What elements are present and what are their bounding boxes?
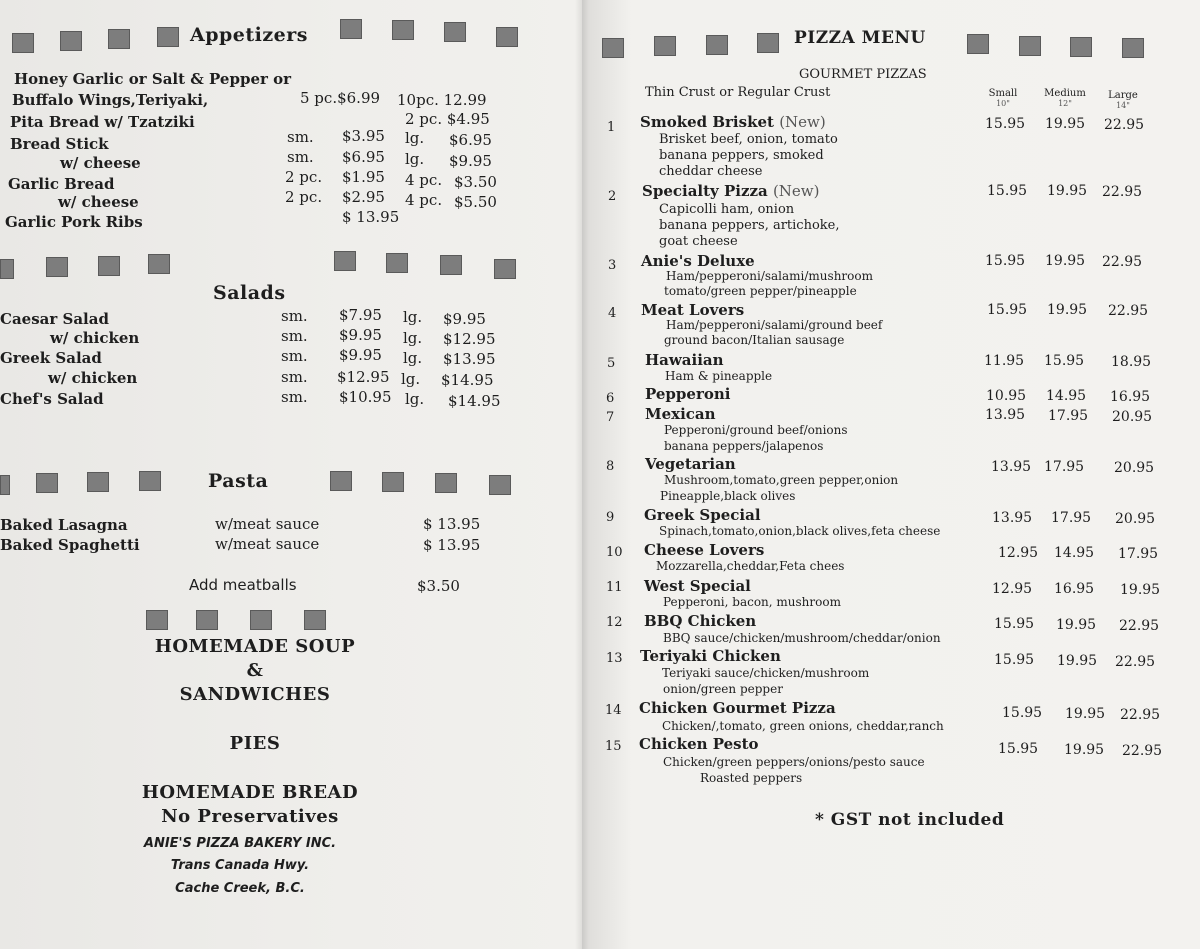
appetizer-name: w/ cheese (58, 193, 139, 211)
size-large: lg. (403, 349, 423, 367)
price-medium: 14.95 (1046, 388, 1087, 404)
size-small: sm. (281, 327, 308, 345)
size-large: 4 pc. (405, 171, 443, 189)
pizza-desc: Chicken/green peppers/onions/pesto sauce (663, 755, 925, 769)
size-label: Small (988, 88, 1018, 99)
pizza-desc: goat cheese (659, 234, 738, 249)
size-small: sm. (287, 128, 314, 146)
price-large: $14.95 (448, 392, 501, 410)
size-small: sm. (287, 148, 314, 166)
pizza-number: 14 (605, 703, 622, 718)
price-medium: 19.95 (1065, 706, 1106, 722)
price-small: 15.95 (985, 116, 1026, 132)
decor-square (304, 610, 326, 630)
price-medium: 19.95 (1045, 253, 1086, 269)
pizza-number: 11 (606, 580, 623, 595)
price-medium: 19.95 (1045, 116, 1086, 132)
size-header-medium (1037, 88, 1093, 108)
price-small: $7.95 (339, 306, 382, 324)
price-small: 13.95 (985, 407, 1026, 423)
pizza-name: Greek Special (644, 506, 761, 524)
pizza-name-text: Smoked Brisket (640, 113, 774, 131)
decor-square (12, 33, 34, 53)
new-tag: (New) (772, 182, 820, 200)
pizza-number: 8 (606, 459, 615, 474)
price-small: 15.95 (994, 616, 1035, 632)
pasta-title: Pasta (208, 470, 269, 492)
ribs-price: $ 13.95 (342, 208, 400, 226)
salad-name: w/ chicken (48, 369, 138, 387)
crust-options: Thin Crust or Regular Crust (645, 85, 831, 100)
pizza-number: 4 (608, 306, 617, 321)
pizza-number: 3 (608, 258, 617, 273)
pizza-number: 10 (606, 545, 623, 560)
price-small: $1.95 (342, 168, 385, 186)
pizza-desc: ground bacon/Italian sausage (664, 333, 845, 347)
decor-square (440, 255, 462, 275)
price-small: 13.95 (991, 459, 1032, 475)
pizza-name-text: Specialty Pizza (642, 182, 768, 200)
price-medium: 19.95 (1056, 617, 1097, 633)
price-small: 15.95 (987, 183, 1028, 199)
gourmet-pizzas-heading: GOURMET PIZZAS (799, 67, 927, 82)
price-large: $6.95 (449, 131, 492, 149)
add-meatballs: Add meatballs (189, 576, 297, 594)
price-small: 12.95 (992, 581, 1033, 597)
price-small: $9.95 (339, 346, 382, 364)
decor-square (60, 31, 82, 51)
decor-square (706, 35, 728, 55)
wings-line-1: Honey Garlic or Salt & Pepper or (14, 70, 292, 88)
price-small: 15.95 (985, 253, 1026, 269)
salad-name: Greek Salad (0, 349, 102, 367)
price-small: $12.95 (337, 368, 390, 386)
size-inch: 12" (1058, 99, 1072, 108)
pizza-desc: Brisket beef, onion, tomato (659, 132, 838, 147)
pasta-price: $ 13.95 (423, 515, 481, 533)
size-label: Large (1108, 90, 1138, 101)
size-small: 2 pc. (285, 168, 323, 186)
pizza-desc: BBQ sauce/chicken/mushroom/cheddar/onion (663, 631, 941, 645)
decor-square (489, 475, 511, 495)
pizza-name: Teriyaki Chicken (640, 647, 781, 665)
size-inch: 10" (996, 99, 1010, 108)
pizza-desc: banana peppers, smoked (659, 148, 824, 163)
price-large: 19.95 (1120, 582, 1161, 598)
price-large: 22.95 (1120, 707, 1161, 723)
appetizer-name: Garlic Bread (8, 175, 115, 193)
price-medium: 17.95 (1051, 510, 1092, 526)
price-small: 10.95 (986, 388, 1027, 404)
pasta-sauce: w/meat sauce (215, 515, 320, 533)
pizza-desc: Ham/pepperoni/salami/mushroom (666, 269, 873, 283)
pizza-name: West Special (644, 577, 751, 595)
pizza-desc: banana peppers/jalapenos (664, 439, 824, 453)
price-large: 22.95 (1119, 618, 1160, 634)
pizza-desc: Roasted peppers (700, 771, 803, 785)
price-large: $9.95 (449, 152, 492, 170)
price-small: 15.95 (998, 741, 1039, 757)
pizza-desc: onion/green pepper (663, 682, 783, 696)
pizza-desc: banana peppers, artichoke, (659, 218, 840, 233)
gst-note: * GST not included (815, 810, 1005, 830)
price-small: 15.95 (1002, 705, 1043, 721)
size-small: sm. (281, 307, 308, 325)
price-medium: 19.95 (1047, 183, 1088, 199)
price-medium: 17.95 (1044, 459, 1085, 475)
pizza-number: 5 (607, 356, 616, 371)
right-page (582, 0, 1200, 949)
pizza-desc: Spinach,tomato,onion,black olives,feta cheese (659, 524, 941, 538)
decor-square (108, 29, 130, 49)
pasta-name: Baked Spaghetti (0, 536, 140, 554)
price-small: 12.95 (998, 545, 1039, 561)
pizza-desc: Mushroom,tomato,green pepper,onion (664, 473, 899, 487)
price-medium: 15.95 (1044, 353, 1085, 369)
price-medium: 14.95 (1054, 545, 1095, 561)
price-medium: 17.95 (1048, 408, 1089, 424)
decor-square (0, 259, 14, 279)
pasta-name: Baked Lasagna (0, 516, 128, 534)
pizza-name (642, 182, 820, 200)
pizza-name: Cheese Lovers (644, 541, 765, 559)
address-line-1: Trans Canada Hwy. (170, 858, 310, 873)
meatballs-price: $3.50 (417, 577, 460, 595)
pizza-desc: Mozzarella,cheddar,Feta chees (656, 559, 845, 573)
pizza-number: 12 (606, 615, 623, 630)
decor-square (139, 471, 161, 491)
size-small: sm. (281, 388, 308, 406)
pizza-name: Mexican (645, 405, 716, 423)
price-large: 18.95 (1111, 354, 1152, 370)
price-large: 20.95 (1114, 460, 1155, 476)
homemade-bread: HOMEMADE BREAD (141, 782, 359, 803)
decor-square (494, 259, 516, 279)
wings-5pc-price: 5 pc.$6.99 (300, 89, 381, 107)
pasta-sauce: w/meat sauce (215, 535, 320, 553)
pasta-price: $ 13.95 (423, 536, 481, 554)
price-small: 11.95 (984, 353, 1025, 369)
price-small: $9.95 (339, 326, 382, 344)
pizza-number: 1 (607, 120, 616, 135)
homemade-soup: HOMEMADE SOUP (154, 636, 356, 657)
pizza-desc: Ham/pepperoni/salami/ground beef (666, 318, 883, 332)
price-large: 22.95 (1108, 303, 1149, 319)
price-small: $6.95 (342, 148, 385, 166)
pizza-desc: Pepperoni, bacon, mushroom (663, 595, 841, 609)
decor-square (1019, 36, 1041, 56)
decor-square (87, 472, 109, 492)
new-tag: (New) (779, 113, 826, 131)
pita-price: 2 pc. $4.95 (405, 110, 490, 128)
pizza-number: 15 (605, 739, 622, 754)
size-large: lg. (405, 129, 425, 147)
price-large: $3.50 (454, 173, 497, 191)
decor-square (444, 22, 466, 42)
size-header-large (1100, 90, 1146, 110)
decor-square (382, 472, 404, 492)
page-fold (575, 0, 589, 949)
salads-title: Salads (213, 282, 286, 304)
price-small: $10.95 (339, 388, 392, 406)
price-large: $13.95 (443, 350, 496, 368)
pizza-desc: cheddar cheese (659, 164, 763, 179)
appetizer-name: w/ cheese (60, 154, 141, 172)
appetizer-name: Bread Stick (10, 135, 109, 153)
size-large: lg. (403, 329, 423, 347)
price-large: 22.95 (1104, 117, 1145, 133)
pizza-name: Hawaiian (645, 351, 724, 369)
decor-square (496, 27, 518, 47)
appetizers-title: Appetizers (190, 24, 308, 46)
no-preservatives: No Preservatives (161, 806, 339, 827)
size-large: lg. (405, 390, 425, 408)
wings-10pc-price: 10pc. 12.99 (397, 91, 487, 109)
sandwiches: SANDWICHES (179, 684, 331, 705)
pies: PIES (229, 733, 281, 754)
left-page (0, 0, 582, 949)
size-inch: 14" (1116, 101, 1130, 110)
decor-square (146, 610, 168, 630)
price-small: 13.95 (992, 510, 1033, 526)
price-large: 16.95 (1110, 389, 1151, 405)
size-large: 4 pc. (405, 191, 443, 209)
pizza-number: 6 (606, 391, 615, 406)
size-large: lg. (401, 370, 421, 388)
price-medium: 19.95 (1047, 302, 1088, 318)
price-medium: 16.95 (1054, 581, 1095, 597)
size-label: Medium (1044, 88, 1086, 99)
decor-square (98, 256, 120, 276)
decor-square (602, 38, 624, 58)
price-large: $14.95 (441, 371, 494, 389)
price-small: $3.95 (342, 127, 385, 145)
size-large: lg. (403, 308, 423, 326)
pizza-desc: Pepperoni/ground beef/onions (664, 423, 848, 437)
price-small: 15.95 (994, 652, 1035, 668)
size-small: sm. (281, 368, 308, 386)
price-large: $9.95 (443, 310, 486, 328)
ampersand: & (246, 660, 264, 681)
pizza-number: 13 (606, 651, 623, 666)
price-medium: 19.95 (1064, 742, 1105, 758)
pizza-desc: Teriyaki sauce/chicken/mushroom (662, 666, 870, 680)
price-large: $5.50 (454, 193, 497, 211)
pizza-name: Pepperoni (645, 385, 731, 403)
decor-square (1070, 37, 1092, 57)
price-large: 20.95 (1112, 409, 1153, 425)
price-large: 20.95 (1115, 511, 1156, 527)
pizza-desc: Capicolli ham, onion (659, 202, 795, 217)
decor-square (157, 27, 179, 47)
size-large: lg. (405, 150, 425, 168)
price-medium: 19.95 (1057, 653, 1098, 669)
price-large: $12.95 (443, 330, 496, 348)
garlic-pork-ribs: Garlic Pork Ribs (5, 213, 143, 231)
pizza-number: 9 (606, 510, 615, 525)
salad-name: Chef's Salad (0, 390, 104, 408)
pizza-number: 2 (608, 189, 617, 204)
price-large: 22.95 (1102, 254, 1143, 270)
pizza-name: Chicken Gourmet Pizza (639, 699, 836, 717)
pizza-name: Chicken Pesto (639, 735, 759, 753)
decor-square (46, 257, 68, 277)
decor-square (0, 475, 10, 495)
pizza-desc: Ham & pineapple (665, 369, 773, 383)
pizza-name (640, 113, 826, 131)
decor-square (757, 33, 779, 53)
price-small: 15.95 (987, 302, 1028, 318)
pita-bread: Pita Bread w/ Tzatziki (10, 113, 195, 131)
price-large: 22.95 (1122, 743, 1163, 759)
price-large: 22.95 (1102, 184, 1143, 200)
address-line-2: Cache Creek, B.C. (175, 881, 305, 896)
decor-square (654, 36, 676, 56)
size-header-small (980, 88, 1026, 108)
pizza-name: Anie's Deluxe (641, 252, 755, 270)
salad-name: w/ chicken (50, 329, 140, 347)
decor-square (386, 253, 408, 273)
pizza-name: Vegetarian (645, 455, 736, 473)
salad-name: Caesar Salad (0, 310, 109, 328)
wings-line-2: Buffalo Wings,Teriyaki, (12, 91, 209, 109)
decor-square (196, 610, 218, 630)
pizza-number: 7 (606, 410, 615, 425)
price-large: 22.95 (1115, 654, 1156, 670)
decor-square (1122, 38, 1144, 58)
decor-square (330, 471, 352, 491)
decor-square (148, 254, 170, 274)
pizza-desc: Chicken/,tomato, green onions, cheddar,ranch (662, 719, 944, 733)
size-small: 2 pc. (285, 188, 323, 206)
decor-square (340, 19, 362, 39)
pizza-name: BBQ Chicken (644, 612, 757, 630)
pizza-desc: Pineapple,black olives (660, 489, 796, 503)
size-small: sm. (281, 347, 308, 365)
company-name: ANIE'S PIZZA BAKERY INC. (143, 836, 337, 851)
decor-square (334, 251, 356, 271)
pizza-name: Meat Lovers (641, 301, 745, 319)
price-large: 17.95 (1118, 546, 1159, 562)
decor-square (967, 34, 989, 54)
pizza-desc: tomato/green pepper/pineapple (664, 284, 857, 298)
decor-square (435, 473, 457, 493)
price-small: $2.95 (342, 188, 385, 206)
decor-square (36, 473, 58, 493)
decor-square (250, 610, 272, 630)
decor-square (392, 20, 414, 40)
pizza-menu-title: PIZZA MENU (794, 28, 926, 48)
